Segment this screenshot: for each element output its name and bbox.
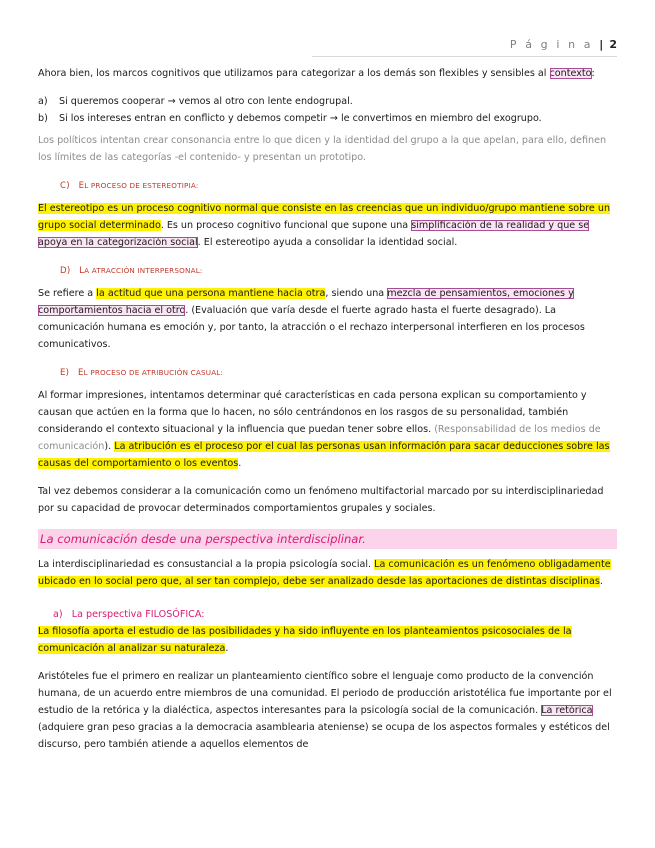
p5-text: Al formar impresiones, intentamos determinar qué características en cada persona explican su comportamiento y causan que actúen en la forma que lo hacen, no sólo centrándonos en los rasgos de su personalidad, también considerando el contexto situacional y la influencia que puedan tener sobre ellos.	[38, 390, 587, 435]
p5-gray-end: )	[104, 441, 109, 452]
list-marker: b)	[38, 113, 48, 124]
section-title-rest: L PROCESO DE ESTEREOTIPIA:	[84, 181, 199, 190]
p4-end: . (Evaluación que varía desde el fuerte agrado hasta el fuerte desagrado). La comunicación humana es emoción y, por tanto, la atracción o el rechazo interpersonal interfieren en los procesos comunicativos.	[38, 305, 585, 350]
sub-title: La perspectiva FILOSÓFICA:	[71, 609, 205, 620]
p7-text: La interdisciplinariedad es consustancial a la propia psicología social.	[38, 559, 375, 570]
paragraph-attraction	[38, 285, 617, 353]
p3-boxed-term: simplificación de la realidad y que se apoya en la categorización social	[38, 220, 590, 248]
p8-end: .	[225, 643, 229, 654]
paragraph-cognitive-frames	[38, 65, 617, 82]
paragraph-interdisciplinarity	[38, 556, 617, 590]
section-heading-c	[60, 177, 617, 195]
page-separator: |	[599, 38, 604, 51]
page-header	[510, 36, 617, 53]
p4-mid: , siendo una	[325, 288, 388, 299]
list-item-text: Si queremos cooperar → vemos al otro con lente endogrupal.	[59, 96, 353, 107]
paragraph-philosophy	[38, 623, 617, 657]
paragraph-stereotype	[38, 200, 617, 251]
page-label: P á g i n a	[509, 38, 594, 51]
section-heading-d	[60, 262, 617, 280]
section-letter: C)	[60, 181, 70, 191]
p8-highlight: La filosofía aporta el estudio de las posibilidades y ha sido influyente en los planteamientos psicosociales de la comunicación al analizar su naturaleza	[38, 626, 572, 654]
p7-highlight: La comunicación es un fenómeno obligadamente ubicado en lo social pero que, al ser tan complejo, debe ser analizado desde las aportaciones de distintas disciplinas	[38, 559, 611, 587]
list-item-text: Si los intereses entran en conflicto y debemos competir → le convertimos en miembro del exogrupo.	[59, 113, 542, 124]
p3-end: . El estereotipo ayuda a consolidar la identidad social.	[197, 237, 458, 248]
paragraph-multifactorial: Tal vez debemos considerar a la comunicación como un fenómeno multifactorial marcado por su interdisciplinariedad por su capacidad de provocar determinados comportamientos grupales y sociales.	[38, 486, 604, 514]
p1-text: Ahora bien, los marcos cognitivos que utilizamos para categorizar a los demás son flexibles y sensibles al	[38, 68, 550, 79]
p3-mid: . Es un proceso cognitivo funcional que supone una	[160, 220, 412, 231]
section-title-rest: A ATRACCIÓN INTERPERSONAL:	[84, 266, 203, 275]
subheading-philosophical	[53, 606, 617, 623]
p4-highlight: la actitud que una persona mantiene hacia otra	[96, 288, 326, 299]
p9-end: (adquiere gran peso gracias a la democracia asamblearia ateniense) se ocupa de los aspectos formales y estéticos del discurso, pero también atiende a aquellos elementos de	[38, 722, 610, 750]
page-content	[38, 65, 617, 753]
p7-end: .	[599, 576, 603, 587]
p1-end: :	[591, 68, 595, 79]
section-letter: E)	[60, 368, 70, 378]
paragraph-aristotle	[38, 668, 617, 753]
p9-boxed-term: La retórica	[541, 705, 593, 716]
section-heading-e	[60, 364, 617, 382]
header-rule	[312, 56, 617, 57]
p3-highlight: El estereotipo es un proceso cognitivo normal que consiste en las creencias que un individuo/grupo mantiene sobre un grupo social determinado	[38, 203, 611, 231]
list-item	[38, 93, 617, 110]
paragraph-attribution	[38, 387, 617, 472]
p5-gray-note: (Responsabilidad de los medios de comunicación	[38, 424, 601, 452]
p4-boxed-term: mezcla de pensamientos, emociones y comportamientos hacia el otro	[38, 288, 574, 316]
list-group-lens	[38, 93, 617, 127]
p4-start: Se refiere a	[38, 288, 97, 299]
p9-text: Aristóteles fue el primero en realizar un planteamiento científico sobre el lenguaje como producto de la convención humana, de un acuerdo entre miembros de una comunidad. El periodo de producción aristotélica fue importante por el estudio de la retórica y la dialéctica, aspectos interesantes para la psicología social de la comunicación.	[38, 671, 612, 716]
section-title-rest: L PROCESO DE ATRIBUCIÓN CASUAL:	[83, 368, 224, 377]
section-title-initial: L	[79, 266, 85, 276]
section-title-initial: E	[77, 368, 84, 378]
p5-end: .	[238, 458, 242, 469]
p5-sep: .	[108, 441, 115, 452]
p5-highlight: La atribución es el proceso por el cual las personas usan información para sacar deducciones sobre las causas del comportamiento o los eventos	[38, 441, 610, 469]
section-title-initial: E	[78, 181, 85, 191]
sub-letter: a)	[53, 609, 63, 620]
p1-boxed-term: contexto	[549, 68, 592, 79]
list-marker: a)	[38, 96, 48, 107]
section-letter: D)	[60, 266, 71, 276]
page-number: 2	[609, 38, 617, 51]
paragraph-politicians: Los políticos intentan crear consonancia entre lo que dicen y la identidad del grupo a la que apelan, para ello, definen los límites de las categorías -el contenido- y presentan un prototipo.	[38, 135, 607, 163]
section-title-interdisciplinary: La comunicación desde una perspectiva interdisciplinar.	[38, 529, 617, 549]
list-item	[38, 110, 617, 127]
